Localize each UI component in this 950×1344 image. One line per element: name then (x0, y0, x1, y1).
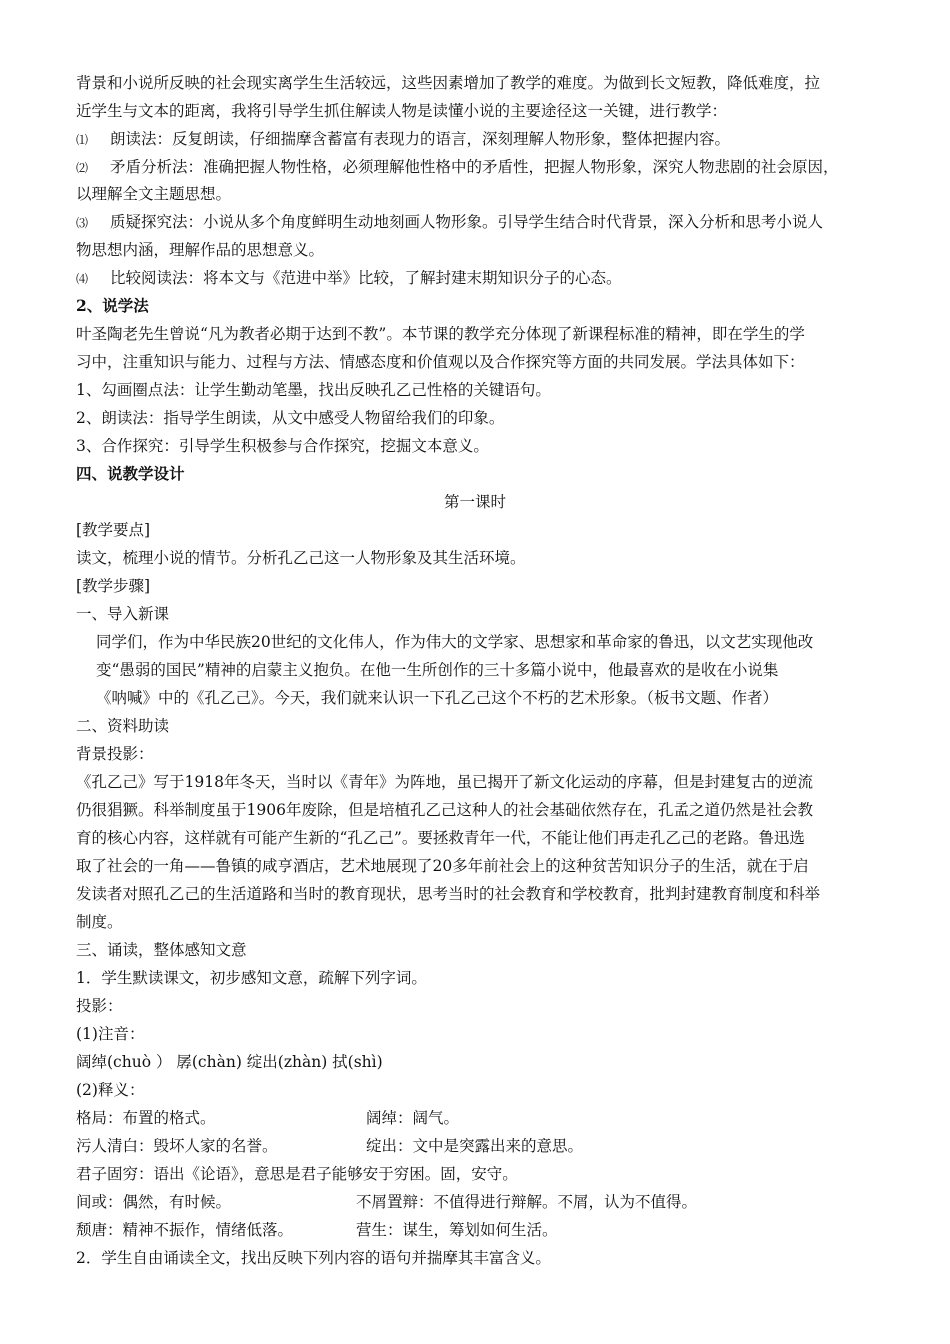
background-label: 背景投影： (76, 745, 154, 763)
definition-left: 君子固穷：语出《论语》，意思是君子能够安于穷困。固，安守。 (76, 1165, 518, 1183)
definition-row (76, 1136, 896, 1156)
method-number: ⑷ (76, 272, 89, 286)
definition-right: 不屑置辩：不值得进行辩解。不屑，认为不值得。 (356, 1193, 698, 1211)
step-3-item-2: 2．学生自由诵读全文，找出反映下列内容的语句并揣摩其丰富含义。 (76, 1249, 551, 1267)
definition-right: 阔绰：阔气。 (366, 1109, 460, 1127)
step-3-heading: 三、诵读，整体感知文意 (76, 941, 247, 959)
definition-left: 污人清白：毁坏人家的名誉。 (76, 1137, 278, 1155)
background-line-6: 制度。 (76, 913, 123, 931)
definition-left: 颓唐：精神不振作，情绪低落。 (76, 1221, 294, 1239)
method-text: 朗读法：反复朗读，仔细揣摩含蓄富有表现力的语言，深刻理解人物形象，整体把握内容。 (110, 130, 731, 148)
background-line-5: 发读者对照孔乙己的生活道路和当时的教育现状，思考当时的社会教育和学校教育，批判封建教育制度和科举 (76, 885, 821, 903)
key-points-label: [教学要点] (76, 521, 151, 539)
study-item-1: 1、勾画圈点法：让学生勤动笔墨，找出反映孔乙己性格的关键语句。 (76, 381, 551, 399)
background-line-2: 仍很猖獗。科举制度虽于1906年废除，但是培植孔乙己这种人的社会基础依然存在，孔孟之道仍然是社会教 (76, 801, 813, 819)
method-item-2-cont: 以理解全文主题思想。 (76, 185, 232, 203)
method-number: ⑶ (76, 216, 89, 230)
background-line-3: 育的核心内容，这样就有可能产生新的“孔乙己”。要拯救青年一代，不能让他们再走孔乙己的老路。鲁迅选 (76, 829, 805, 847)
intro-line-1: 背景和小说所反映的社会现实离学生生活较远，这些因素增加了教学的难度。为做到长文短教，降低难度，拉 (76, 74, 821, 92)
pronunciation-list: 阔绰(chuò ） 孱(chàn) 绽出(zhàn) 拭(shì) (76, 1053, 383, 1071)
key-points-text: 读文，梳理小说的情节。分析孔乙己这一人物形象及其生活环境。 (76, 549, 526, 567)
step-1-line-3: 《呐喊》中的《孔乙己》。今天，我们就来认识一下孔乙己这个不朽的艺术形象。（板书文题、作者） (96, 689, 779, 707)
study-item-2: 2、朗读法：指导学生朗读，从文中感受人物留给我们的印象。 (76, 409, 505, 427)
intro-line-2: 近学生与文本的距离，我将引导学生抓住解读人物是读懂小说的主要途径这一关键，进行教学： (76, 102, 728, 120)
method-text: 比较阅读法：将本文与《范进中举》比较，了解封建末期知识分子的心态。 (110, 269, 622, 287)
study-paragraph-line-2: 习中，注重知识与能力、过程与方法、情感态度和价值观以及合作探究等方面的共同发展。学法具体如下： (76, 353, 805, 371)
study-item-3: 3、合作探究：引导学生积极参与合作探究，挖掘文本意义。 (76, 437, 489, 455)
method-number: ⑵ (76, 161, 89, 175)
step-3-item-1: 1．学生默读课文，初步感知文意，疏解下列字词。 (76, 969, 427, 987)
definition-row (76, 1220, 896, 1240)
method-item-4 (76, 268, 622, 289)
projection-label: 投影： (76, 997, 123, 1015)
method-item-3-cont: 物思想内涵，理解作品的思想意义。 (76, 241, 325, 259)
definition-left: 间或：偶然，有时候。 (76, 1193, 232, 1211)
background-line-1: 《孔乙己》写于1918年冬天，当时以《青年》为阵地，虽已揭开了新文化运动的序幕，但是封建复古的逆流 (76, 773, 813, 791)
step-1-heading: 一、导入新课 (76, 605, 170, 623)
definition-label: (2)释义： (76, 1081, 145, 1099)
lesson-title: 第一课时 (443, 493, 506, 511)
definition-left: 格局：布置的格式。 (76, 1109, 216, 1127)
step-1-line-2: 变“愚弱的国民”精神的启蒙主义抱负。在他一生所创作的三十多篇小说中，他最喜欢的是收在小说集 (96, 661, 779, 679)
study-paragraph-line-1: 叶圣陶老先生曾说“凡为教者必期于达到不教”。本节课的教学充分体现了新课程标准的精神，即在学生的学 (76, 325, 805, 343)
method-text: 质疑探究法：小说从多个角度鲜明生动地刻画人物形象。引导学生结合时代背景，深入分析和思考小说人 (110, 213, 824, 231)
definition-right: 营生：谋生，筹划如何生活。 (356, 1221, 558, 1239)
step-2-heading: 二、资料助读 (76, 717, 170, 735)
definition-row (76, 1108, 896, 1128)
definition-row (76, 1164, 896, 1184)
definition-right: 绽出：文中是突露出来的意思。 (366, 1137, 584, 1155)
method-item-1 (76, 129, 730, 150)
steps-label: [教学步骤] (76, 577, 151, 595)
pronunciation-label: (1)注音： (76, 1025, 145, 1043)
background-line-4: 取了社会的一角——鲁镇的咸亨酒店，艺术地展现了20多年前社会上的这种贫苦知识分子的生活，就在于启 (76, 857, 809, 875)
method-item-2 (76, 157, 839, 178)
definition-row (76, 1192, 896, 1212)
step-1-line-1: 同学们，作为中华民族20世纪的文化伟人，作为伟大的文学家、思想家和革命家的鲁迅，以文艺实现他改 (96, 633, 814, 651)
method-item-3 (76, 212, 823, 233)
design-heading: 四、说教学设计 (76, 464, 185, 483)
method-text: 矛盾分析法：准确把握人物性格，必须理解他性格中的矛盾性，把握人物形象，深究人物悲剧的社会原因， (110, 158, 839, 176)
method-number: ⑴ (76, 133, 89, 147)
study-heading: 2、说学法 (76, 296, 149, 315)
